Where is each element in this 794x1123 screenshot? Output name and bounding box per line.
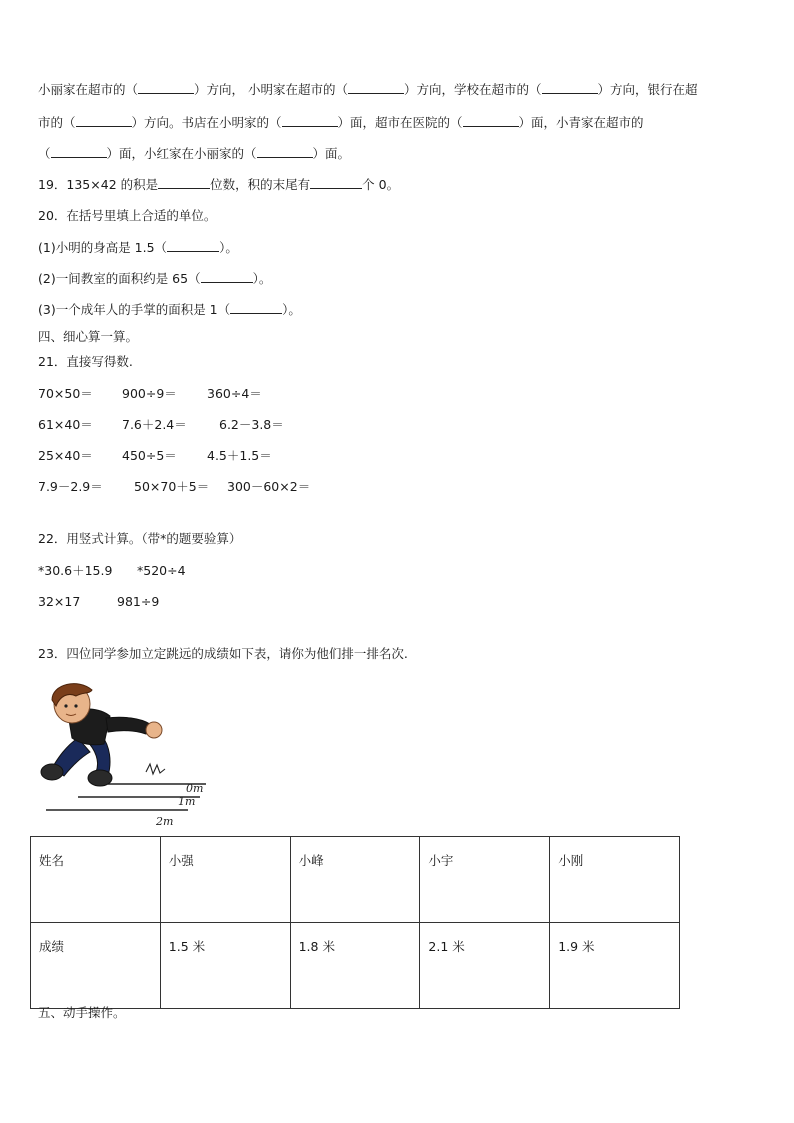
table-cell: 姓名 bbox=[31, 837, 161, 923]
table-cell: 2.1 米 bbox=[420, 923, 550, 1009]
calc-item: 7.9－2.9＝ bbox=[38, 479, 103, 494]
calc-item: 300－60×2＝ bbox=[227, 479, 311, 494]
calc-item: 70×50＝ bbox=[38, 386, 93, 401]
question-18-line-2: 市的（ ）方向。书店在小明家的（ ）面，超市在医院的（ ）面，小青家在超市的 bbox=[38, 115, 644, 130]
question-21-title: 21．直接写得数. bbox=[38, 354, 133, 369]
answer-blank[interactable] bbox=[76, 115, 132, 127]
section-4-heading: 四、细心算一算。 bbox=[38, 329, 139, 344]
calc-item: 450÷5＝ bbox=[122, 448, 177, 463]
answer-blank[interactable] bbox=[138, 82, 194, 94]
answer-blank[interactable] bbox=[282, 115, 338, 127]
table-cell: 小峰 bbox=[290, 837, 420, 923]
calc-item: 900÷9＝ bbox=[122, 386, 177, 401]
calc-item: *30.6＋15.9 bbox=[38, 563, 113, 578]
calc-item: 7.6＋2.4＝ bbox=[122, 417, 187, 432]
question-20-2: (2)一间教室的面积约是 65（ ）。 bbox=[38, 271, 272, 286]
table-cell: 1.8 米 bbox=[290, 923, 420, 1009]
mark-0m: 0m bbox=[186, 782, 204, 795]
answer-blank[interactable] bbox=[51, 146, 107, 158]
answer-blank[interactable] bbox=[463, 115, 519, 127]
question-20-3: (3)一个成年人的手掌的面积是 1（ ）。 bbox=[38, 302, 301, 317]
mark-1m: 1m bbox=[178, 795, 196, 808]
answer-blank[interactable] bbox=[158, 177, 210, 189]
mark-2m: 2m bbox=[156, 815, 174, 828]
answer-blank[interactable] bbox=[310, 177, 362, 189]
calc-item: 25×40＝ bbox=[38, 448, 93, 463]
answer-blank[interactable] bbox=[201, 271, 253, 283]
table-row bbox=[31, 923, 680, 1009]
calc-item: 50×70＋5＝ bbox=[134, 479, 210, 494]
table-cell: 成绩 bbox=[31, 923, 161, 1009]
table-cell: 小强 bbox=[160, 837, 290, 923]
answer-blank[interactable] bbox=[230, 302, 282, 314]
question-18-line-3: （ ）面，小红家在小丽家的（ ）面。 bbox=[38, 146, 351, 161]
question-18-line-1: 小丽家在超市的（ ）方向， 小明家在超市的（ ）方向，学校在超市的（ ）方向，银行在超 bbox=[38, 82, 698, 97]
table-cell: 1.5 米 bbox=[160, 923, 290, 1009]
calc-item: 32×17 bbox=[38, 594, 81, 609]
section-5-heading: 五、动手操作。 bbox=[38, 1005, 126, 1020]
calc-item: 360÷4＝ bbox=[207, 386, 262, 401]
question-23-title: 23．四位同学参加立定跳远的成绩如下表，请你为他们排一排名次. bbox=[38, 646, 408, 661]
table-cell: 小刚 bbox=[550, 837, 680, 923]
calc-item: 61×40＝ bbox=[38, 417, 93, 432]
question-20-title: 20．在括号里填上合适的单位。 bbox=[38, 208, 217, 223]
table-cell: 小宇 bbox=[420, 837, 550, 923]
answer-blank[interactable] bbox=[348, 82, 404, 94]
calc-item: 981÷9 bbox=[117, 594, 160, 609]
question-22-title: 22．用竖式计算。（带*的题要验算） bbox=[38, 531, 242, 546]
answer-blank[interactable] bbox=[167, 240, 219, 252]
table-row bbox=[31, 837, 680, 923]
calc-item: 4.5＋1.5＝ bbox=[207, 448, 272, 463]
calc-item: *520÷4 bbox=[137, 563, 186, 578]
question-19: 19．135×42 的积是 位数，积的末尾有 个 0。 bbox=[38, 177, 400, 192]
answer-blank[interactable] bbox=[542, 82, 598, 94]
table-cell: 1.9 米 bbox=[550, 923, 680, 1009]
long-jump-illustration bbox=[38, 680, 218, 830]
jumping-boy-icon bbox=[38, 680, 218, 830]
answer-blank[interactable] bbox=[257, 146, 313, 158]
scores-table bbox=[30, 836, 680, 1009]
question-20-1: (1)小明的身高是 1.5（ ）。 bbox=[38, 240, 238, 255]
calc-item: 6.2－3.8＝ bbox=[219, 417, 284, 432]
